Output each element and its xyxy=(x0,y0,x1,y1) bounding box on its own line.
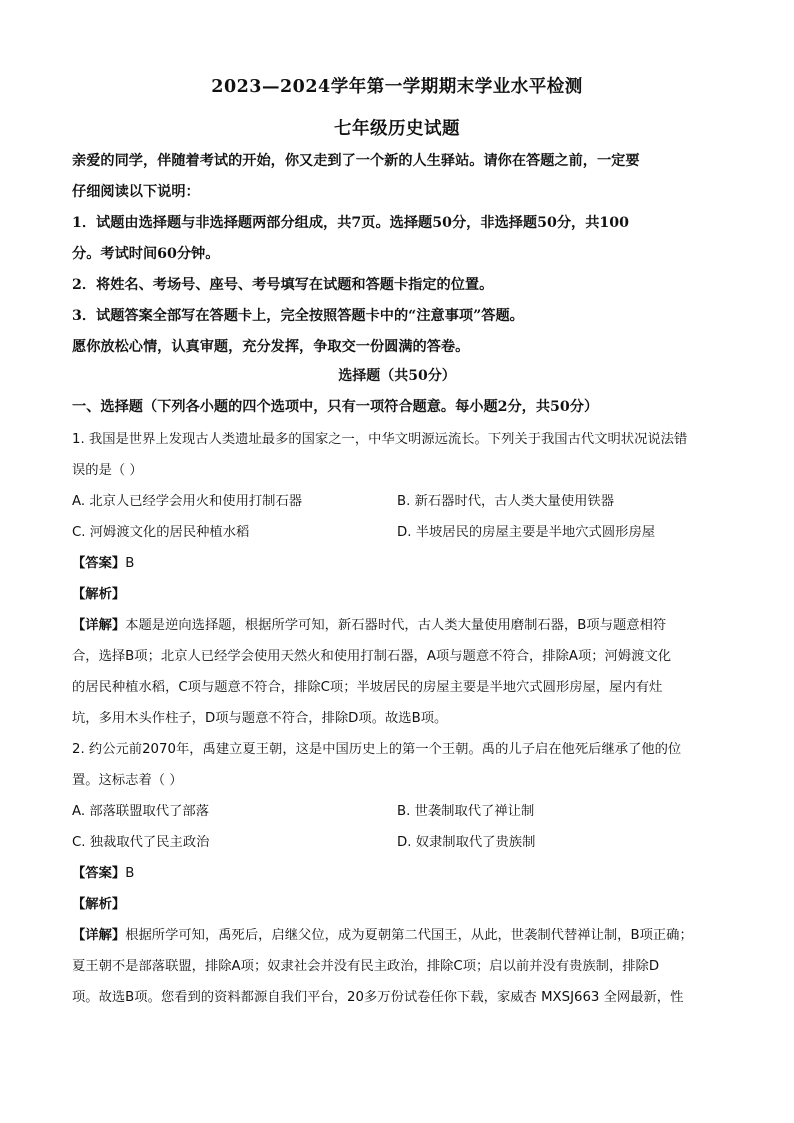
answer-line xyxy=(72,548,724,579)
answer-tag: 【答案】 xyxy=(72,866,126,881)
exam-title: 2023—2024学年第一学期期末学业水平检测 xyxy=(211,77,583,97)
question-stem: 置。这标志着（ ） xyxy=(72,773,183,788)
detail-line xyxy=(72,610,724,641)
question-stem: 1. 我国是世界上发现古人类遗址最多的国家之一，中华文明源远流长。下列关于我国古代文明状况说法错 xyxy=(72,432,688,447)
detail-tag: 【详解】 xyxy=(72,618,126,633)
detail-line: 项。故选B项。您看到的资料都源自我们平台，20多万份试卷任你下载，家威杏 MXSJ663 全网最新，性 xyxy=(72,990,684,1005)
closing-line: 愿你放松心情，认真审题，充分发挥，争取交一份圆满的答卷。 xyxy=(72,339,470,355)
option-d: D. 奴隶制取代了贵族制 xyxy=(397,835,536,850)
detail-line: 夏王朝不是部落联盟，排除A项；奴隶社会并没有民主政治，排除C项；启以前并没有贵族制，排除D xyxy=(72,959,660,974)
intro-line: 亲爱的同学，伴随着考试的开始，你又走到了一个新的人生驿站。请你在答题之前，一定要 xyxy=(72,153,640,169)
options-row xyxy=(72,827,724,858)
option-c: C. 河姆渡文化的居民种植水稻 xyxy=(72,525,250,540)
detail-line: 合，选择B项；北京人已经学会使用天然火和使用打制石器，A项与题意不符合，排除A项；河姆渡文化 xyxy=(72,649,672,664)
analysis-tag: 【解析】 xyxy=(72,587,126,602)
instruction-item: 1．试题由选择题与非选择题两部分组成，共7页。选择题50分，非选择题50分，共100 xyxy=(72,215,630,231)
options-row xyxy=(72,486,724,517)
instruction-item: 分。考试时间60分钟。 xyxy=(72,246,220,262)
option-a: A. 部落联盟取代了部落 xyxy=(72,804,209,819)
instruction-item: 2．将姓名、考场号、座号、考号填写在试题和答题卡指定的位置。 xyxy=(72,277,494,293)
detail-text: 本题是逆向选择题，根据所学可知，新石器时代，古人类大量使用磨制石器，B项与题意相符 xyxy=(125,618,667,633)
detail-tag: 【详解】 xyxy=(72,928,126,943)
section-title: 选择题（共50分） xyxy=(338,368,456,384)
instructions xyxy=(72,146,722,363)
part-title: 一、选择题（下列各小题的四个选项中，只有一项符合题意。每小题2分，共50分） xyxy=(72,399,599,415)
question-stem: 误的是（ ） xyxy=(72,463,143,478)
option-b: B. 世袭制取代了禅让制 xyxy=(397,804,535,819)
questions xyxy=(72,424,724,1013)
detail-line: 的居民种植水稻，C项与题意不符合，排除C项；半坡居民的房屋主要是半地穴式圆形房屋，屋内有灶 xyxy=(72,680,663,695)
analysis-tag: 【解析】 xyxy=(72,897,126,912)
exam-subtitle: 七年级历史试题 xyxy=(334,119,460,139)
answer-value: B xyxy=(125,556,135,571)
option-a: A. 北京人已经学会用火和使用打制石器 xyxy=(72,494,303,509)
options-row xyxy=(72,796,724,827)
options-row xyxy=(72,517,724,548)
detail-line: 坑，多用木头作柱子，D项与题意不符合，排除D项。故选B项。 xyxy=(72,711,448,726)
question-stem: 2. 约公元前2070年，禹建立夏王朝，这是中国历史上的第一个王朝。禹的儿子启在他死后继承了他的位 xyxy=(72,742,682,757)
option-c: C. 独裁取代了民主政治 xyxy=(72,835,210,850)
answer-value: B xyxy=(125,866,135,881)
answer-line xyxy=(72,858,724,889)
intro-line: 仔细阅读以下说明： xyxy=(72,184,200,200)
detail-text: 根据所学可知，禹死后，启继父位，成为夏朝第二代国王，从此，世袭制代替禅让制，B项正确； xyxy=(125,928,693,943)
option-d: D. 半坡居民的房屋主要是半地穴式圆形房屋 xyxy=(397,525,656,540)
option-b: B. 新石器时代，古人类大量使用铁器 xyxy=(397,494,615,509)
answer-tag: 【答案】 xyxy=(72,556,126,571)
instruction-item: 3．试题答案全部写在答题卡上，完全按照答题卡中的“注意事项”答题。 xyxy=(72,308,524,324)
detail-line xyxy=(72,920,724,951)
